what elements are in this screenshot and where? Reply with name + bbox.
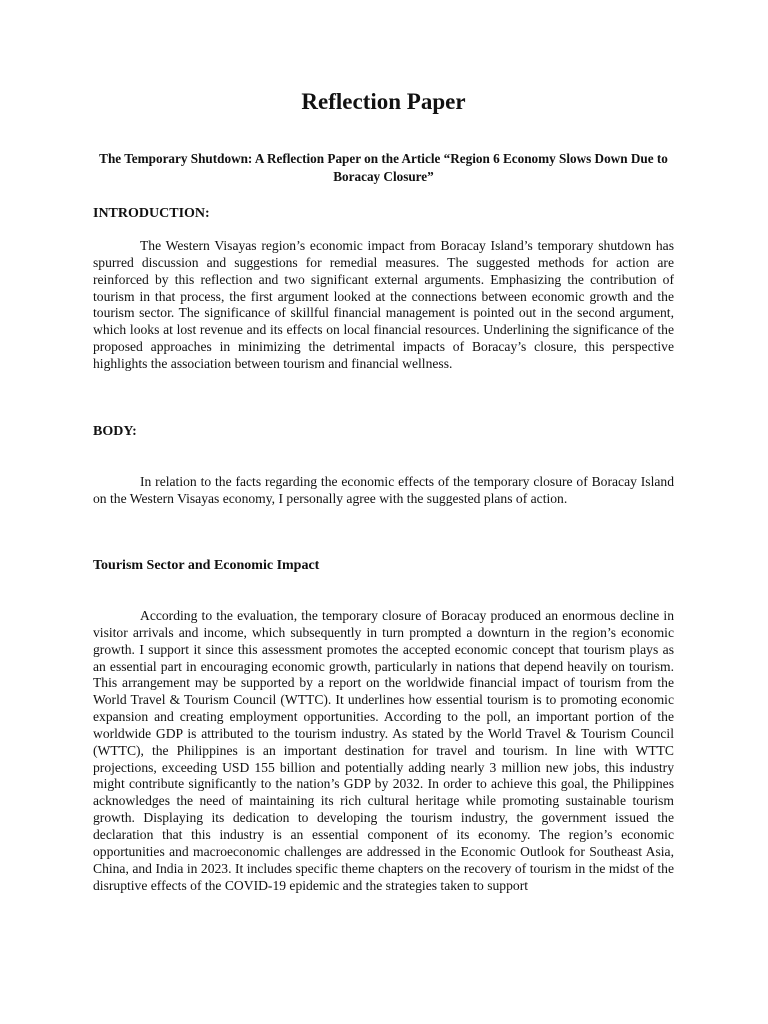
- paragraph-introduction: The Western Visayas region’s economic impact from Boracay Island’s temporary shutdown has spurred discussion and suggestions for remedial measures. The suggested methods for action are reinforced by this reflection and two significant external arguments. Emphasizing the contribution of tourism in that process, the first argument looked at the connections between economic growth and the tourism sector. The significance of skillful financial management is pointed out in the second argument, which looks at lost revenue and its effects on local financial resources. Underlining the significance of the proposed approaches in minimizing the detrimental impacts of Boracay’s closure, this perspective highlights the association between tourism and financial wellness.: [93, 238, 674, 371]
- page-subtitle: The Temporary Shutdown: A Reflection Paper on the Article “Region 6 Economy Slows Down Due to Boracay Closure”: [99, 151, 668, 184]
- section-heading-tourism: Tourism Sector and Economic Impact: [93, 558, 320, 573]
- paragraph-tourism: According to the evaluation, the temporary closure of Boracay produced an enormous decline in visitor arrivals and income, which subsequently in turn prompted a downturn in the region’s economic growth. I support it since this assessment promotes the accepted economic concept that tourism plays as an essential part in encouraging economic growth, particularly in nations that depend heavily on tourism. This arrangement may be supported by a report on the worldwide financial impact of tourism from the World Travel & Tourism Council (WTTC). It underlines how essential tourism is to promoting economic expansion and creating employment opportunities. According to the poll, an important portion of the worldwide GDP is attributed to the tourism industry. As stated by the World Travel & Tourism Council (WTTC), the Philippines is an important destination for travel and tourism. In line with WTTC projections, exceeding USD 155 billion and potentially adding nearly 3 million new jobs, this industry might contribute significantly to the nation’s GDP by 2032. In order to achieve this goal, the Philippines acknowledges the need of maintaining its rich cultural heritage while promoting sustainable tourism growth. Displaying its dedication to developing the tourism industry, the government issued the declaration that this industry is an essential component of its economy. The region’s economic opportunities and macroeconomic challenges are addressed in the Economic Outlook for Southeast Asia, China, and India in 2023. It includes specific theme chapters on the recovery of tourism in the midst of the disruptive effects of the COVID-19 epidemic and the strategies taken to support: [93, 608, 674, 893]
- paragraph-body: In relation to the facts regarding the economic effects of the temporary closure of Boracay Island on the Western Visayas economy, I personally agree with the suggested plans of action.: [93, 474, 674, 506]
- page-title: Reflection Paper: [301, 89, 466, 114]
- section-heading-body: BODY:: [93, 424, 137, 439]
- section-heading-introduction: INTRODUCTION:: [93, 206, 210, 221]
